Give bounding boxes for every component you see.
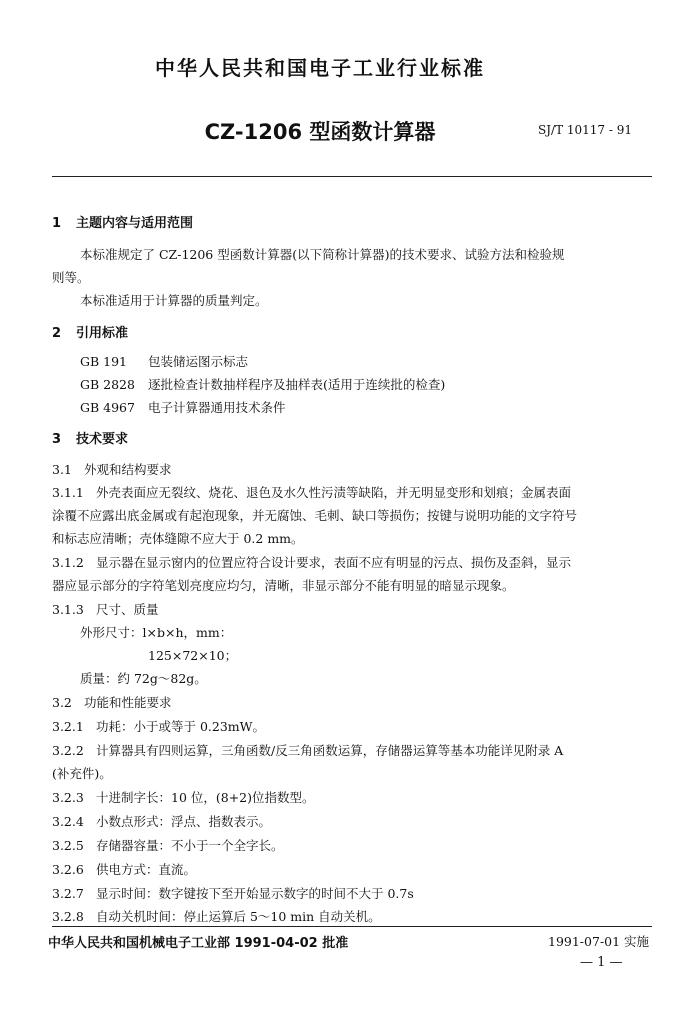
reference-code: GB 191: [80, 354, 128, 369]
implementation-date: 1991-07-01 实施: [548, 934, 650, 949]
reference-title: 电子计算器通用技术条件: [148, 400, 286, 415]
clause-item: 3.2.5 存储器容量：不小于一个全字长。: [52, 838, 284, 853]
clause-3-1-1-line-3: 和标志应清晰；壳体缝隙不应大于 0.2 mm。: [52, 531, 304, 546]
clause-3-1-1-line-1: 3.1.1 外壳表面应无裂纹、烧花、退色及水久性污渍等缺陷，并无明显变形和划痕；金属表面: [52, 485, 572, 500]
mass-value: 质量：约 72g～82g。: [80, 671, 207, 686]
reference-item: [80, 375, 445, 393]
clause-item: 3.2.7 显示时间：数字键按下至开始显示数字的时间不大于 0.7s: [52, 886, 414, 901]
section-3-heading: 3 技术要求: [52, 432, 129, 447]
clause-3-1-2-line-1: 3.1.2 显示器在显示窗内的位置应符合设计要求，表面不应有明显的污点、损伤及歪斜，显示: [52, 555, 572, 570]
reference-code: GB 4967: [80, 400, 135, 415]
reference-title: 逐批检查计数抽样程序及抽样表(适用于连续批的检查): [148, 377, 446, 392]
clause-3-1-1-line-2: 涂覆不应露出底金属或有起泡现象，并无腐蚀、毛刺、缺口等损伤；按键与说明功能的文字符号: [52, 508, 578, 523]
clause-3-1-2-line-2: 器应显示部分的字符笔划亮度应均匀，清晰，非显示部分不能有明显的暗显示现象。: [52, 578, 515, 593]
clause-item: 3.2.3 十进制字长：10 位，(8+2)位指数型。: [52, 790, 315, 805]
clause-item: 3.2.1 功耗：小于或等于 0.23mW。: [52, 719, 266, 734]
clause-item: 3.2.4 小数点形式：浮点、指数表示。: [52, 814, 272, 829]
standard-code: SJ/T 10117 - 91: [538, 123, 633, 137]
section-2-heading: 2 引用标准: [52, 326, 129, 341]
dimension-label: 外形尺寸：l×b×h，mm：: [80, 625, 233, 640]
document-title: CZ-1206 型函数计算器: [204, 120, 436, 144]
reference-code: GB 2828: [80, 377, 135, 392]
reference-item: [80, 398, 286, 416]
subsection-3-2-heading: 3.2 功能和性能要求: [52, 695, 172, 710]
section-1-paragraph-1-line-1: 本标准规定了 CZ-1206 型函数计算器(以下简称计算器)的技术要求、试验方法和检验规: [80, 247, 565, 262]
page-number: — 1 —: [580, 955, 623, 970]
clause-item: 3.2.2 计算器具有四则运算，三角函数/反三角函数运算，存储器运算等基本功能详见附录 A: [52, 743, 564, 758]
dimension-value: 125×72×10；: [148, 648, 238, 663]
approval-line: 中华人民共和国机械电子工业部 1991-04-02 批准: [48, 936, 349, 951]
issuing-organization: 中华人民共和国电子工业行业标准: [155, 56, 485, 80]
clause-item: 3.2.6 供电方式：直流。: [52, 862, 197, 877]
reference-title: 包装储运图示标志: [148, 354, 249, 369]
clause-item: 3.2.8 自动关机时间：停止运算后 5～10 min 自动关机。: [52, 909, 381, 924]
section-1-heading: 1 主题内容与适用范围: [52, 216, 194, 231]
reference-item: [80, 352, 248, 370]
section-1-paragraph-2: 本标准适用于计算器的质量判定。: [80, 293, 268, 308]
clause-3-1-3-heading: 3.1.3 尺寸、质量: [52, 602, 159, 617]
footer-rule: [52, 926, 652, 927]
section-1-paragraph-1-line-2: 则等。: [52, 270, 90, 285]
header-rule: [52, 176, 652, 177]
clause-item-continuation: (补充件)。: [52, 766, 112, 781]
subsection-3-1-heading: 3.1 外观和结构要求: [52, 462, 172, 477]
